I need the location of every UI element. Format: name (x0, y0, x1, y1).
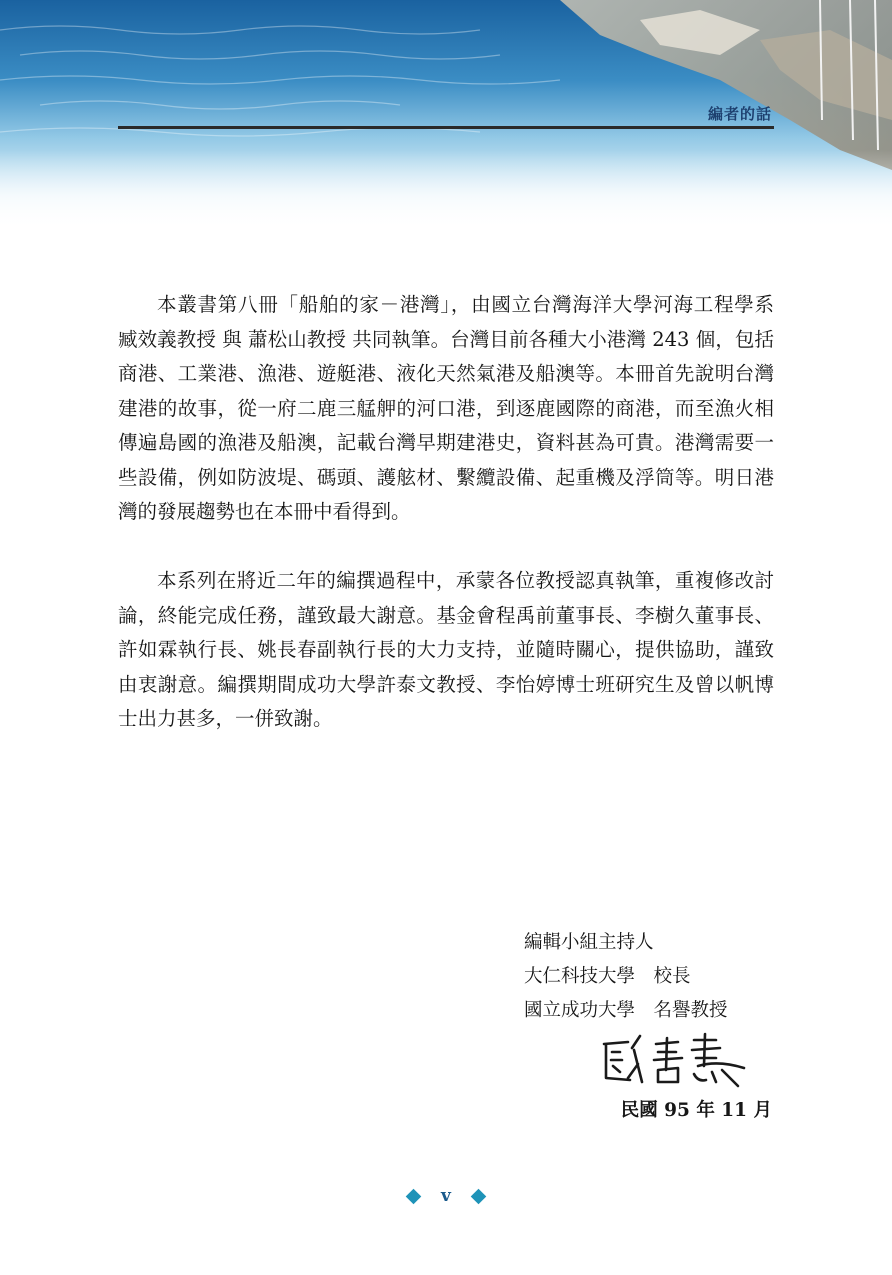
handwritten-signature (598, 1030, 748, 1094)
diamond-icon (406, 1188, 422, 1204)
section-title: 編者的話 (707, 105, 772, 123)
header-divider (118, 126, 774, 129)
page-footer (0, 1186, 892, 1206)
foreword-paragraph-1: 本叢書第八冊「船舶的家－港灣」，由國立台灣海洋大學河海工程學系 臧效義教授 與 蕭松山教授 共同執筆。台灣目前各種大小港灣 243 個，包括商港、工業港、漁港、遊艇港、液化天然氣港及船澳等。本冊首先說明台灣建港的故事，從一府二鹿三艋舺的河口港，到逐鹿國際的商港，而至漁火相傳遍島國的漁港及船澳，記載台灣早期建港史，資料甚為可貴。港灣需要一些設備，例如防波堤、碼頭、護舷材、繫纜設備、起重機及浮筒等。明日港灣的發展趨勢也在本冊中看得到。 (118, 293, 774, 523)
signature-affiliation-line: 大仁科技大學 校長 (524, 966, 691, 987)
signature-affiliation-line: 國立成功大學 名譽教授 (524, 1000, 728, 1021)
page-number: v (441, 1186, 451, 1206)
signature-block (524, 926, 728, 1028)
diamond-icon (471, 1188, 487, 1204)
signature-date: 民國 95 年 11 月 (620, 1100, 772, 1121)
foreword-body (118, 288, 774, 737)
signature-role-line: 編輯小組主持人 (524, 932, 654, 953)
foreword-paragraph-2: 本系列在將近二年的編撰過程中，承蒙各位教授認真執筆，重複修改討論，終能完成任務，謹致最大謝意。基金會程禹前董事長、李樹久董事長、許如霖執行長、姚長春副執行長的大力支持，並隨時關心，提供協助，謹致由衷謝意。編撰期間成功大學許泰文教授、李怡婷博士班研究生及曾以帆博士出力甚多，一併致謝。 (118, 569, 774, 730)
